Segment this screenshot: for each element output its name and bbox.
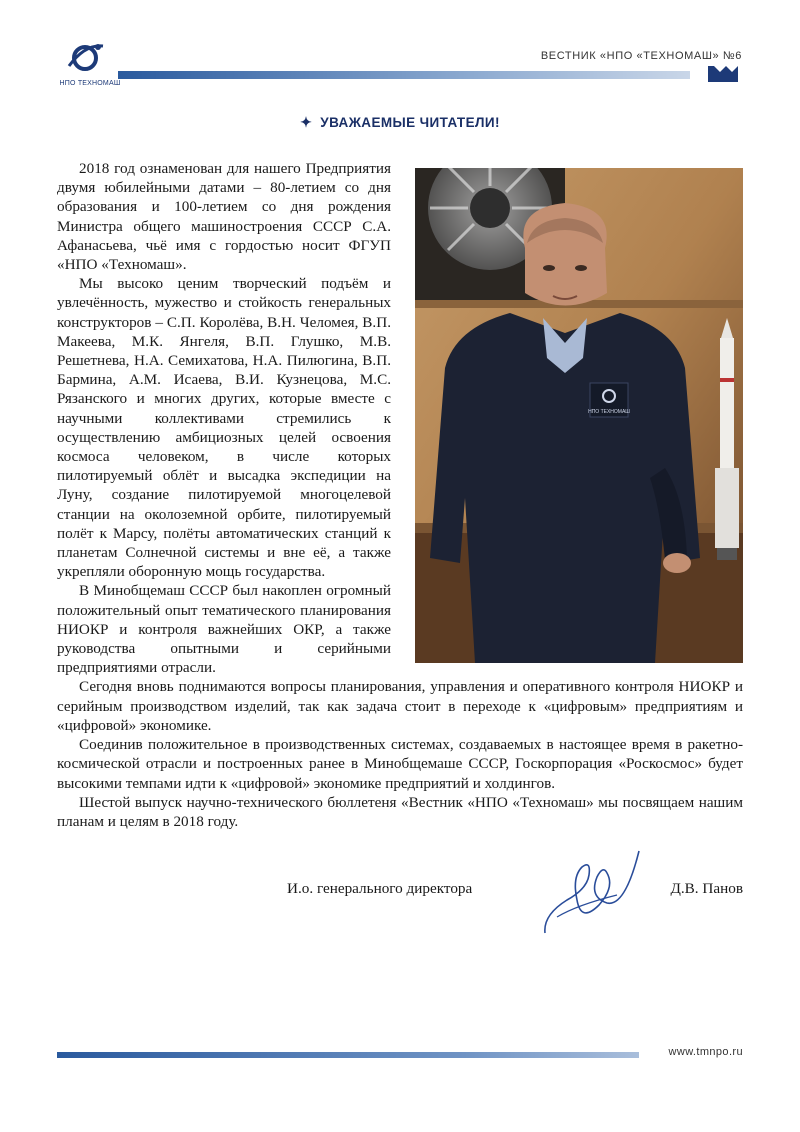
orbit-logo-icon	[65, 38, 105, 78]
website-link[interactable]: www.tmnpo.ru	[668, 1046, 743, 1058]
company-logo	[55, 38, 125, 96]
director-portrait	[415, 168, 743, 663]
header-rule	[118, 71, 690, 79]
paragraph-6: Шестой выпуск научно-технического бюллетеня «Вестник «НПО «Техномаш» мы посвящаем нашим планам и целям в 2018 году.	[57, 793, 743, 830]
star-icon: ✦	[300, 114, 313, 130]
signer-name: Д.В. Панов	[670, 880, 743, 897]
journal-title: ВЕСТНИК «НПО «ТЕХНОМАШ» №6	[540, 50, 742, 62]
section-title	[0, 114, 800, 131]
portrait-illustration	[415, 168, 743, 663]
section-title-text: УВАЖАЕМЫЕ ЧИТАТЕЛИ!	[320, 115, 500, 130]
article-body	[57, 159, 743, 831]
handwritten-signature	[537, 845, 647, 940]
logo-text: НПО ТЕХНОМАШ	[59, 80, 121, 87]
paragraph-5: Соединив положительное в производственных системах, создаваемых в настоящее время в ракетно-космической отрасли и построенных ранее в Минобщемаше СССР, Госкорпорация «Роскосмос» будет высокими темпами идти к «цифровой» экономике предприятий и холдингов.	[57, 736, 743, 792]
paragraph-4: Сегодня вновь поднимаются вопросы планирования, управления и оперативного контроля НИОКР и серийным производством изделий, так как задача стоит в переходе к «цифровым» предприятиям и «цифровой» экономике.	[57, 678, 743, 734]
paragraph-1: 2018 год ознаменован для нашего Предприятия двумя юбилейными датами – 80-летием со дня образования и 100-летием со дня рождения Министра общего машиностроения СССР С.А. Афанасьева, чьё имя с гордостью носит ФГУП «НПО «Техномаш».	[57, 160, 391, 274]
paragraph-3: В Минобщемаш СССР был накоплен огромный положительный опыт тематического планирования НИОКР и контроля важнейших ОКР, а также руководства опытными и серийными предприятиями отрасли.	[57, 582, 391, 677]
paragraph-2: Мы высоко ценим творческий подъём и увлечённость, мужество и стойкость генеральных конструкторов – С.П. Королёва, В.Н. Челомея, В.П. Макеева, М.К. Янгеля, В.П. Глушко, М.В. Решетнева, Н.А. Семихатова, Н.А. Пилюгина, В.П. Бармина, А.М. Исаева, В.И. Кузнецова, М.С. Рязанского и многих других, которые вместе с научными коллективами стремились к осуществлению амбициозных целей освоения космоса человеком, в числе которых пилотируемый облёт и высадка экспедиции на Луну, создание пилотируемой многоцелевой станции на околоземной орбите, пилотируемый полёт к Марсу, полёты автоматических станций к планетам Солнечной системы и вне её, а также укрепляли оборонную мощь государства.	[57, 275, 391, 581]
patch-text: НПО ТЕХНОМАШ	[588, 409, 630, 415]
crown-badge-icon	[706, 64, 740, 84]
signature-block	[57, 880, 743, 940]
footer-rule	[57, 1052, 639, 1058]
signer-role: И.о. генерального директора	[287, 880, 473, 897]
